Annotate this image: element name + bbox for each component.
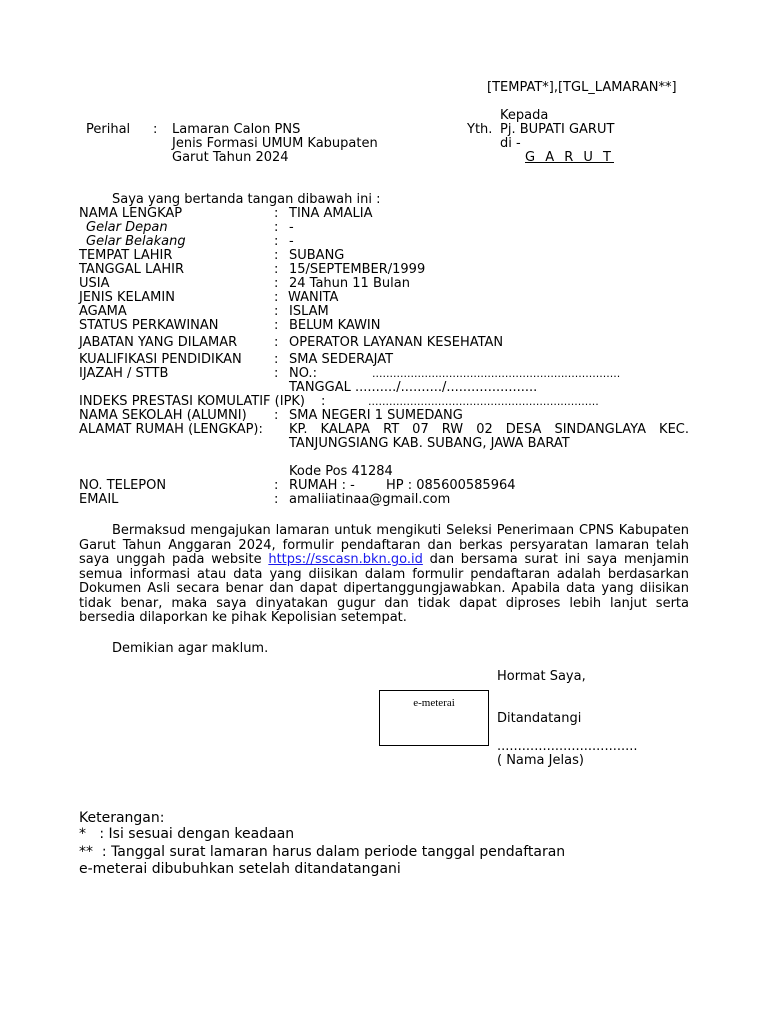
ipk-dots: ..................................................................	[368, 395, 599, 408]
field-value: NO.:	[289, 366, 317, 381]
field-label: TEMPAT LAHIR	[79, 248, 173, 263]
field-label: EMAIL	[79, 492, 119, 507]
field-colon: :	[274, 262, 279, 277]
field-label: NO. TELEPON	[79, 478, 167, 493]
field-label: STATUS PERKAWINAN	[79, 318, 219, 333]
field-colon: :	[274, 352, 279, 367]
field-value: -	[289, 220, 294, 235]
field-colon: :	[274, 478, 279, 493]
field-value: 24 Tahun 11 Bulan	[289, 276, 410, 291]
field-label: ALAMAT RUMAH (LENGKAP):	[79, 422, 263, 437]
field-colon: :	[274, 492, 279, 507]
place-date: [TEMPAT*],[TGL_LAMARAN**]	[487, 80, 677, 95]
field-value: 15/SEPTEMBER/1999	[289, 262, 426, 277]
field-colon: :	[274, 318, 279, 333]
field-colon: :	[274, 304, 279, 319]
ijazah-date: TANGGAL ........../........../......................	[289, 380, 538, 395]
body-text-end: dan bersama surat ini saya menjamin semua informasi atau data yang diisikan dalam formulir pendaftaran adalah berdasarkan Dokumen Asli secara benar dan dapat dipertanggungjawabkan. Apabila data yang diisikan tidak benar, maka saya dinyatakan gugur dan tidak dapat diproses lebih lanjut serta bersedia dilaporkan ke pihak Kepolisian setempat.	[79, 552, 689, 625]
note-item: ** : Tanggal surat lamaran harus dalam periode tanggal pendaftaran	[79, 844, 566, 860]
field-colon: :	[274, 408, 279, 423]
field-value: ISLAM	[289, 304, 329, 319]
body-paragraph	[79, 524, 689, 626]
field-label: JENIS KELAMIN	[79, 290, 175, 305]
ijazah-number-dots: .......................................................................	[372, 367, 621, 380]
note-item: e-meterai dibubuhkan setelah ditandatangani	[79, 861, 401, 877]
field-colon: :	[274, 276, 279, 291]
signer-name: ( Nama Jelas)	[497, 753, 584, 768]
field-label: NAMA SEKOLAH (ALUMNI)	[79, 408, 247, 423]
field-colon: :	[274, 290, 279, 305]
di-label: di -	[500, 136, 521, 151]
field-value: amaliiatinaa@gmail.com	[289, 492, 451, 507]
intro-text: Saya yang bertanda tangan dibawah ini :	[112, 192, 381, 207]
perihal-label: Perihal	[86, 122, 131, 137]
field-colon: :	[274, 206, 279, 221]
field-label: KUALIFIKASI PENDIDIKAN	[79, 352, 242, 367]
field-colon: :	[274, 248, 279, 263]
field-label: IJAZAH / STTB	[79, 366, 169, 381]
field-colon: :	[274, 366, 279, 381]
field-value: WANITA	[288, 290, 339, 305]
signature-dots: ..................................	[497, 739, 638, 754]
field-value: SMA SEDERAJAT	[289, 352, 394, 367]
field-colon: :	[274, 234, 279, 249]
yth-label: Yth.	[467, 122, 493, 137]
field-colon: :	[321, 394, 326, 409]
field-label: NAMA LENGKAP	[79, 206, 183, 221]
greeting: Hormat Saya,	[497, 669, 586, 684]
field-label: AGAMA	[79, 304, 127, 319]
e-meterai-box	[379, 690, 489, 746]
field-label: Gelar Depan	[86, 220, 168, 235]
field-colon: :	[274, 220, 279, 235]
field-value: BELUM KAWIN	[289, 318, 381, 333]
closing-text: Demikian agar maklum.	[112, 641, 269, 656]
field-value: -	[289, 234, 294, 249]
field-value: TINA AMALIA	[289, 206, 373, 221]
field-label: JABATAN YANG DILAMAR	[79, 335, 238, 350]
field-label: USIA	[79, 276, 110, 291]
signed-label: Ditandatangi	[497, 711, 582, 726]
e-meterai-label: e-meterai	[413, 697, 455, 709]
field-value: OPERATOR LAYANAN KESEHATAN	[289, 335, 504, 350]
body-text-start: Bermaksud mengajukan lamaran untuk mengikuti Seleksi Penerimaan CPNS Kabupaten Garut Tahun Anggaran 2024, formulir pendaftaran dan berkas persyaratan lamaran telah saya unggah pada website	[79, 523, 689, 567]
note-item: * : Isi sesuai dengan keadaan	[79, 826, 295, 842]
kepada-label: Kepada	[500, 108, 549, 123]
field-value-mobile-phone: HP : 085600585964	[386, 478, 516, 493]
recipient: Pj. BUPATI GARUT	[500, 122, 615, 137]
field-value-home-phone: RUMAH : -	[289, 478, 355, 493]
field-label: Gelar Belakang	[86, 234, 186, 249]
perihal-line-1: Lamaran Calon PNS	[172, 122, 301, 137]
notes-title: Keterangan:	[79, 810, 165, 826]
field-value: SUBANG	[289, 248, 345, 263]
field-value: SMA NEGERI 1 SUMEDANG	[289, 408, 463, 423]
field-value-address: KP. KALAPA RT 07 RW 02 DESA SINDANGLAYA KEC. TANJUNGSIANG KAB. SUBANG, JAWA BARAT	[289, 422, 689, 451]
perihal-line-2: Jenis Formasi UMUM Kabupaten	[172, 136, 378, 151]
field-label: INDEKS PRESTASI KOMULATIF (IPK)	[79, 394, 306, 409]
sscasn-link[interactable]: https://sscasn.bkn.go.id	[268, 552, 423, 567]
recipient-city: G A R U T	[525, 150, 614, 165]
perihal-colon: :	[153, 122, 158, 137]
postal-code: Kode Pos 41284	[289, 464, 393, 479]
field-label: TANGGAL LAHIR	[79, 262, 185, 277]
field-colon: :	[274, 335, 279, 350]
perihal-line-3: Garut Tahun 2024	[172, 150, 289, 165]
